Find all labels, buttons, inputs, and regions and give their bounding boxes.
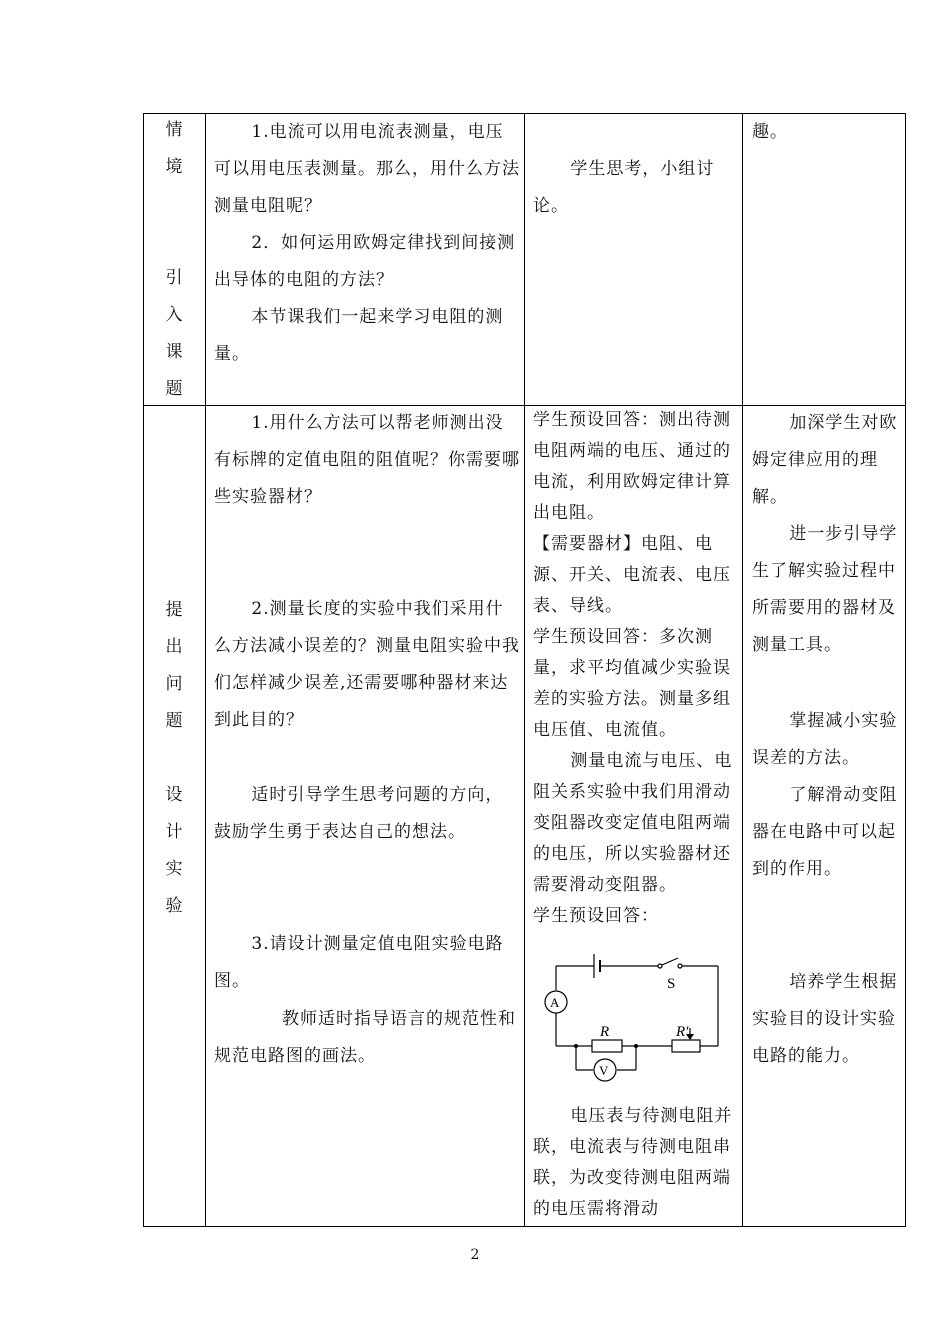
row1-teacher-activity — [214, 114, 520, 373]
materials-label: 【需要器材】 — [533, 534, 641, 554]
student-answer-4: 学生预设回答： — [533, 906, 659, 926]
row2-design-d1 — [752, 405, 900, 516]
table-border-right — [905, 113, 906, 1227]
row2-teacher-q3 — [214, 926, 520, 1000]
row2-design-d3 — [752, 703, 900, 777]
stage-char: 课 — [165, 342, 184, 362]
design-text-4: 了解滑动变阻器在电路中可以起到的作用。 — [752, 785, 898, 879]
teacher-question-2: 2．如何运用欧姆定律找到间接测出导体的电阻的方法？ — [214, 233, 516, 290]
row2-design-d5 — [752, 964, 900, 1075]
student-answer-5: 电压表与待测电阻并联，电流表与待测电阻串联，为改变待测电阻两端的电压需将滑动 — [533, 1106, 733, 1219]
teacher-question-1: 1.电流可以用电流表测量，电压可以用电压表测量。那么，用什么方法测量电阻呢？ — [214, 122, 520, 216]
design-text-2: 进一步引导学生了解实验过程中所需要用的器材及测量工具。 — [752, 524, 898, 655]
switch-label: S — [667, 976, 676, 992]
ammeter-label: A — [550, 995, 560, 1010]
page-number: 2 — [470, 1247, 480, 1263]
teacher-question-2: 2.测量长度的实验中我们采用什么方法减小误差的？测量电阻实验中我们怎样减少误差,还需要哪种器材来达到此目的？ — [214, 599, 520, 730]
teacher-guidance-2: 教师适时指导语言的规范性和规范电路图的画法。 — [214, 1009, 516, 1066]
student-discussion: 学生思考，小组讨论。 — [533, 159, 715, 216]
row2-design-d2 — [752, 516, 900, 664]
stage-char — [144, 223, 205, 260]
student-answer-1: 学生预设回答：测出待测电阻两端的电压、通过的电流，利用欧姆定律计算出电阻。 — [533, 410, 731, 523]
row1-stage-label — [144, 112, 205, 408]
student-answer-2: 学生预设回答：多次测量，求平均值减少实验误差的实验方法。测量多组电压值、电流值。 — [533, 627, 731, 740]
stage-char — [144, 186, 205, 223]
stage-char: 实 — [165, 859, 184, 879]
row2-teacher-q2 — [214, 591, 520, 739]
circuit-diagram — [536, 950, 726, 1090]
design-text-1: 加深学生对欧姆定律应用的理解。 — [752, 413, 898, 507]
student-materials — [533, 529, 737, 622]
teacher-question-3: 3.请设计测量定值电阻实验电路图。 — [214, 934, 504, 991]
design-text: 趣。 — [752, 122, 788, 142]
row2-teacher-guide — [214, 777, 520, 851]
stage-char: 题 — [165, 379, 184, 399]
row2-student-conclusion — [533, 1101, 737, 1225]
table-col-divider-2 — [524, 113, 525, 1227]
stage-char: 设 — [165, 785, 184, 805]
resistor-box — [592, 1040, 622, 1052]
rheostat-box — [672, 1040, 700, 1052]
stage-char: 境 — [165, 157, 184, 177]
stage-char — [144, 740, 205, 777]
stage-char: 情 — [165, 120, 184, 140]
stage-char: 引 — [165, 268, 184, 288]
rheostat-label: R′ — [676, 1024, 689, 1040]
design-text-3: 掌握减小实验误差的方法。 — [752, 711, 898, 768]
row2-student-activity — [533, 405, 737, 932]
table-col-divider-3 — [742, 113, 743, 1227]
teacher-question-1: 1.用什么方法可以帮老师测出没有标牌的定值电阻的阻值呢？你需要哪些实验器材？ — [214, 413, 520, 507]
row1-design-intent — [752, 114, 900, 151]
stage-char: 题 — [165, 711, 184, 731]
stage-char: 问 — [165, 674, 184, 694]
row2-teacher-guide2 — [214, 1001, 520, 1075]
stage-char: 出 — [165, 637, 184, 657]
voltmeter-label: V — [599, 1063, 609, 1078]
stage-char: 验 — [165, 896, 184, 916]
row2-teacher-q1 — [214, 405, 520, 516]
design-text-5: 培养学生根据实验目的设计实验电路的能力。 — [752, 972, 898, 1066]
resistor-label: R — [600, 1024, 610, 1040]
materials-list: 电阻、电源、开关、电流表、电压表、导线。 — [533, 534, 731, 616]
teacher-guidance: 适时引导学生思考问题的方向，鼓励学生勇于表达自己的想法。 — [214, 785, 504, 842]
switch-blade — [662, 958, 678, 965]
table-col-divider-1 — [205, 113, 206, 1227]
student-answer-3: 测量电流与电压、电阻关系实验中我们用滑动变阻器改变定值电阻两端的电压，所以实验器材还需要滑动变阻器。 — [533, 751, 733, 895]
teacher-intro: 本节课我们一起来学习电阻的测量。 — [214, 307, 504, 364]
stage-char: 计 — [165, 822, 184, 842]
row2-stage-label — [144, 592, 205, 925]
stage-char: 提 — [165, 600, 184, 620]
stage-char: 入 — [165, 305, 184, 325]
row1-student-activity — [533, 151, 737, 225]
row2-design-d4 — [752, 777, 900, 888]
